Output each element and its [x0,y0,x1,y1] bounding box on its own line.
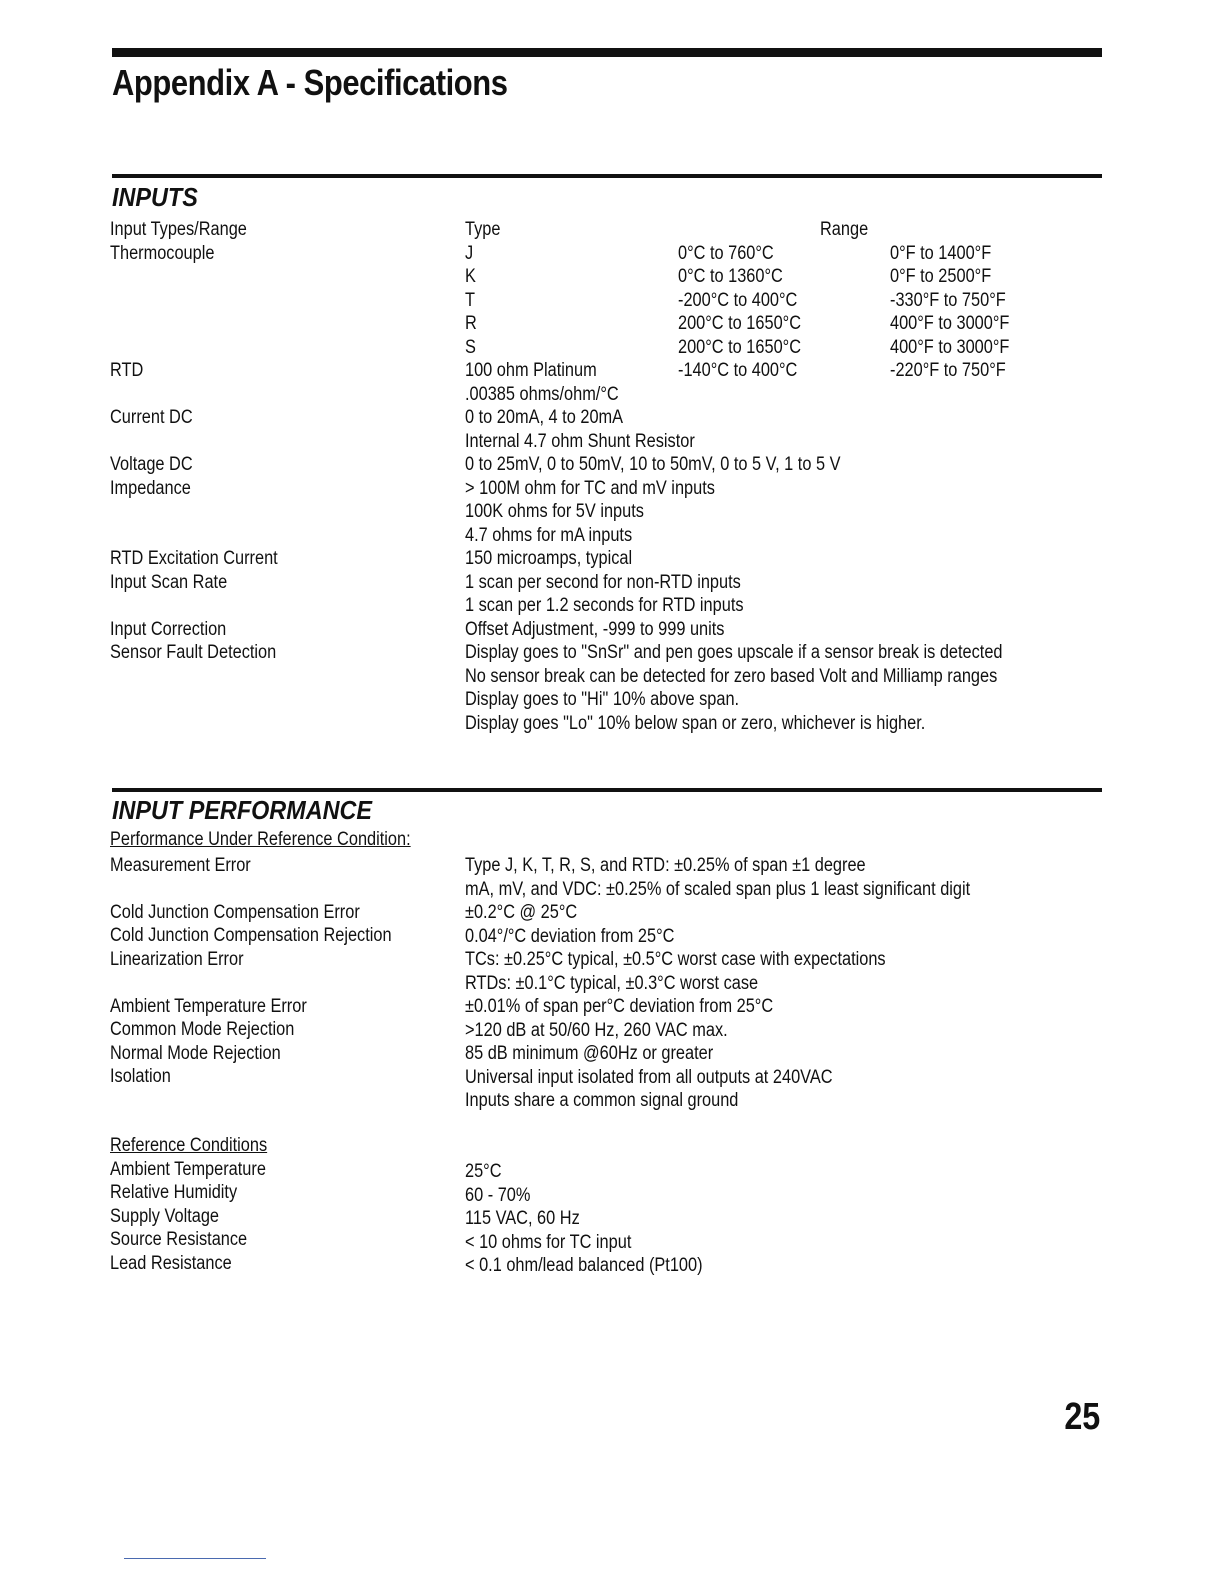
spec-value: 60 - 70% [465,1184,531,1206]
spec-label: Impedance [110,477,191,499]
inputs-section-title: INPUTS [112,182,198,212]
page-title: Appendix A - Specifications [112,62,508,103]
spec-value: 100K ohms for 5V inputs [465,501,644,522]
range-celsius: -200°C to 400°C [678,289,798,311]
range-celsius: 0°C to 1360°C [678,266,783,287]
range-fahrenheit: 0°F to 1400°F [890,242,992,264]
spec-value: Universal input isolated from all outputs at 240VAC [465,1066,833,1088]
spec-label: Cold Junction Compensation Error [110,901,360,923]
spec-value: 1 scan per 1.2 seconds for RTD inputs [465,595,744,616]
range-fahrenheit: -330°F to 750°F [890,289,1006,311]
type-column-header: Type [465,219,501,240]
spec-value: Display goes to "Hi" 10% above span. [465,689,740,710]
spec-label: Current DC [110,407,193,428]
range-celsius: 200°C to 1650°C [678,313,801,334]
spec-label: Thermocouple [110,242,215,264]
spec-label: Performance Under Reference Condition: [110,829,411,850]
spec-value: Type J, K, T, R, S, and RTD: ±0.25% of span ±1 degree [465,855,866,876]
spec-label: Input Types/Range [110,219,247,240]
spec-value: 150 microamps, typical [465,548,633,569]
spec-value: ±0.01% of span per°C deviation from 25°C [465,996,774,1017]
spec-label: Source Resistance [110,1229,248,1250]
spec-label: Relative Humidity [110,1182,238,1203]
spec-value: 25°C [465,1161,502,1182]
spec-label: Input Scan Rate [110,571,228,593]
input-type: S [465,336,476,358]
spec-value: 0.04°/°C deviation from 25°C [465,925,675,947]
spec-value: < 10 ohms for TC input [465,1231,632,1253]
spec-label: Supply Voltage [110,1205,220,1227]
spec-label: Normal Mode Rejection [110,1042,281,1064]
input-type: R [465,313,477,334]
spec-value: Offset Adjustment, -999 to 999 units [465,618,725,640]
range-celsius: 200°C to 1650°C [678,336,801,358]
spec-label: Cold Junction Compensation Rejection [110,925,392,946]
spec-label: Ambient Temperature Error [110,995,307,1017]
spec-label: RTD [110,360,144,381]
spec-value: > 100M ohm for TC and mV inputs [465,477,715,499]
spec-label: Common Mode Rejection [110,1019,295,1040]
spec-value: mA, mV, and VDC: ±0.25% of scaled span plus 1 least significant digit [465,878,971,900]
spec-value: 1 scan per second for non-RTD inputs [465,571,741,593]
spec-label: Reference Conditions [110,1135,268,1156]
spec-label: Ambient Temperature [110,1158,266,1180]
range-celsius: -140°C to 400°C [678,360,798,381]
spec-label: Voltage DC [110,454,193,475]
spec-label: Measurement Error [110,854,251,876]
range-fahrenheit: 400°F to 3000°F [890,313,1010,334]
performance-section-title: INPUT PERFORMANCE [112,795,373,825]
header-rule [112,48,1102,57]
spec-value: 0 to 20mA, 4 to 20mA [465,407,624,428]
spec-value: RTDs: ±0.1°C typical, ±0.3°C worst case [465,972,759,994]
spec-value: Display goes "Lo" 10% below span or zero, whichever is higher. [465,712,926,734]
spec-value: 115 VAC, 60 Hz [465,1208,580,1229]
spec-label: Lead Resistance [110,1252,232,1274]
range-column-header: Range [820,219,869,240]
spec-value: No sensor break can be detected for zero based Volt and Milliamp ranges [465,665,998,687]
footer-line [124,1558,266,1559]
spec-value: >120 dB at 50/60 Hz, 260 VAC max. [465,1019,728,1041]
range-fahrenheit: -220°F to 750°F [890,360,1006,381]
range-celsius: 0°C to 760°C [678,242,774,264]
spec-label: Isolation [110,1066,171,1087]
spec-value: 4.7 ohms for mA inputs [465,524,633,546]
spec-label: Linearization Error [110,948,244,970]
spec-value: TCs: ±0.25°C typical, ±0.5°C worst case with expectations [465,949,886,970]
performance-section-rule [112,788,1102,792]
spec-label: Sensor Fault Detection [110,642,277,663]
spec-value: Internal 4.7 ohm Shunt Resistor [465,430,695,452]
range-fahrenheit: 0°F to 2500°F [890,266,992,287]
spec-value: Display goes to "SnSr" and pen goes upscale if a sensor break is detected [465,642,1003,663]
page-number: 25 [1064,1396,1100,1438]
spec-value: Inputs share a common signal ground [465,1090,739,1111]
input-type: J [465,242,474,264]
spec-value: ±0.2°C @ 25°C [465,902,578,923]
input-type: K [465,266,476,287]
input-type: 100 ohm Platinum [465,360,597,381]
range-fahrenheit: 400°F to 3000°F [890,336,1010,358]
spec-value: 0 to 25mV, 0 to 50mV, 10 to 50mV, 0 to 5 V, 1 to 5 V [465,454,841,475]
spec-value: < 0.1 ohm/lead balanced (Pt100) [465,1255,703,1276]
input-type: T [465,289,475,311]
inputs-section-rule [112,174,1102,178]
spec-value: .00385 ohms/ohm/°C [465,383,619,405]
spec-value: 85 dB minimum @60Hz or greater [465,1043,714,1064]
spec-label: RTD Excitation Current [110,548,278,569]
spec-label: Input Correction [110,618,227,640]
